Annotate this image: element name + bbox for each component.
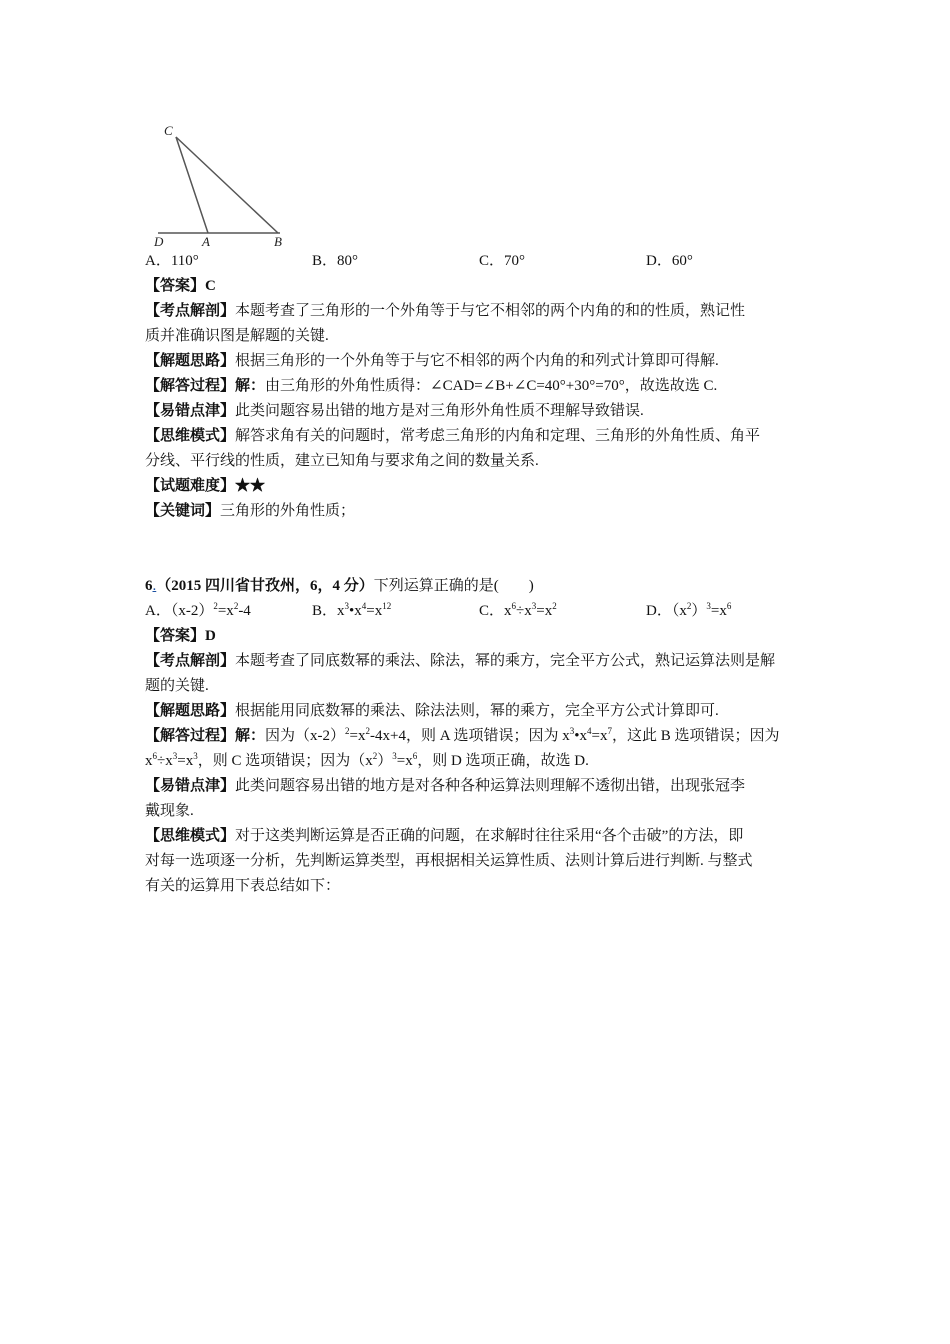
q5-error: 【易错点津】此类问题容易出错的地方是对三角形外角性质不理解导致错误. xyxy=(145,403,644,419)
q5-idea: 【解题思路】根据三角形的一个外角等于与它不相邻的两个内角的和列式计算即可得解. xyxy=(145,353,719,369)
q6-answer: 【答案】D xyxy=(145,628,216,644)
q6-mode-cont: 对每一选项逐一分析，先判断运算类型，再根据相关运算性质、法则计算后进行判断. 与整式 xyxy=(145,853,753,869)
q5-process: 【解答过程】解：由三角形的外角性质得：∠CAD=∠B+∠C=40°+30°=70°，故选故选 C. xyxy=(145,378,718,394)
q5-option-c: C．70° xyxy=(479,253,526,269)
q5-mode: 【思维模式】解答求角有关的问题时，常考虑三角形的内角和定理、三角形的外角性质、角平 xyxy=(145,428,761,444)
q6-analysis: 【考点解剖】本题考查了同底数幂的乘法、除法，幂的乘方，完全平方公式，熟记运算法则是解 xyxy=(145,653,776,669)
label-b: B xyxy=(274,234,282,249)
q6-option-d: D．$(x^2)^3=x^6$ xyxy=(646,601,732,619)
label-c: C xyxy=(164,123,173,138)
q5-keywords: 【关键词】三角形的外角性质； xyxy=(145,503,356,519)
triangle-figure xyxy=(150,120,300,250)
q6-mode-cont-2: 有关的运算用下表总结如下： xyxy=(145,878,341,894)
q6-idea: 【解题思路】根据能用同底数幂的乘法、除法法则，幂的乘方，完全平方公式计算即可. xyxy=(145,703,719,719)
q6-option-b: B．$x^3•x^4=x^{12}$ xyxy=(312,601,392,619)
q5-mode-cont: 分线、平行线的性质，建立已知角与要求角之间的数量关系. xyxy=(145,453,539,469)
label-a: A xyxy=(202,234,210,249)
q6-mode: 【思维模式】对于这类判断运算是否正确的问题，在求解时往往采用“各个击破”的方法，即 xyxy=(145,828,744,844)
q5-analysis: 【考点解剖】本题考查了三角形的一个外角等于与它不相邻的两个内角的和的性质，熟记性 xyxy=(145,303,746,319)
label-d: D xyxy=(154,234,164,249)
q6-process: 【解答过程】解：因为$(x-2)^2=x^2-4x+4$，则 A 选项错误；因为 $x^3•x^4=x^7$，这此 B 选项错误；因为 xyxy=(145,726,780,744)
q5-difficulty: 【试题难度】★★ xyxy=(145,478,266,494)
q6-option-a: A．$(x-2)^2=x^2-4$ xyxy=(145,601,251,619)
q5-option-d: D．60° xyxy=(646,253,693,269)
q5-analysis-cont: 质并准确识图是解题的关键. xyxy=(145,328,329,344)
q6-link[interactable]: . xyxy=(152,578,157,594)
q6-error-cont: 戴现象. xyxy=(145,803,194,819)
q5-option-b: B．80° xyxy=(312,253,359,269)
q6-stem: 6.（2015 四川省甘孜州，6，4 分）下列运算正确的是( ) xyxy=(145,578,534,594)
q6-analysis-cont: 题的关键. xyxy=(145,678,209,694)
q5-answer: 【答案】C xyxy=(145,278,216,294)
q6-error: 【易错点津】此类问题容易出错的地方是对各种各种运算法则理解不透彻出错，出现张冠李 xyxy=(145,778,746,794)
q6-option-c: C．$x^6\div x^3=x^2$ xyxy=(479,601,557,619)
q6-process-cont: $x^6\div x^3=x^3$，则 C 选项错误；因为$(x^2)^3=x^6$，则 D 选项正确，故选 D. xyxy=(145,751,589,769)
q5-option-a: A．110° xyxy=(145,253,199,269)
